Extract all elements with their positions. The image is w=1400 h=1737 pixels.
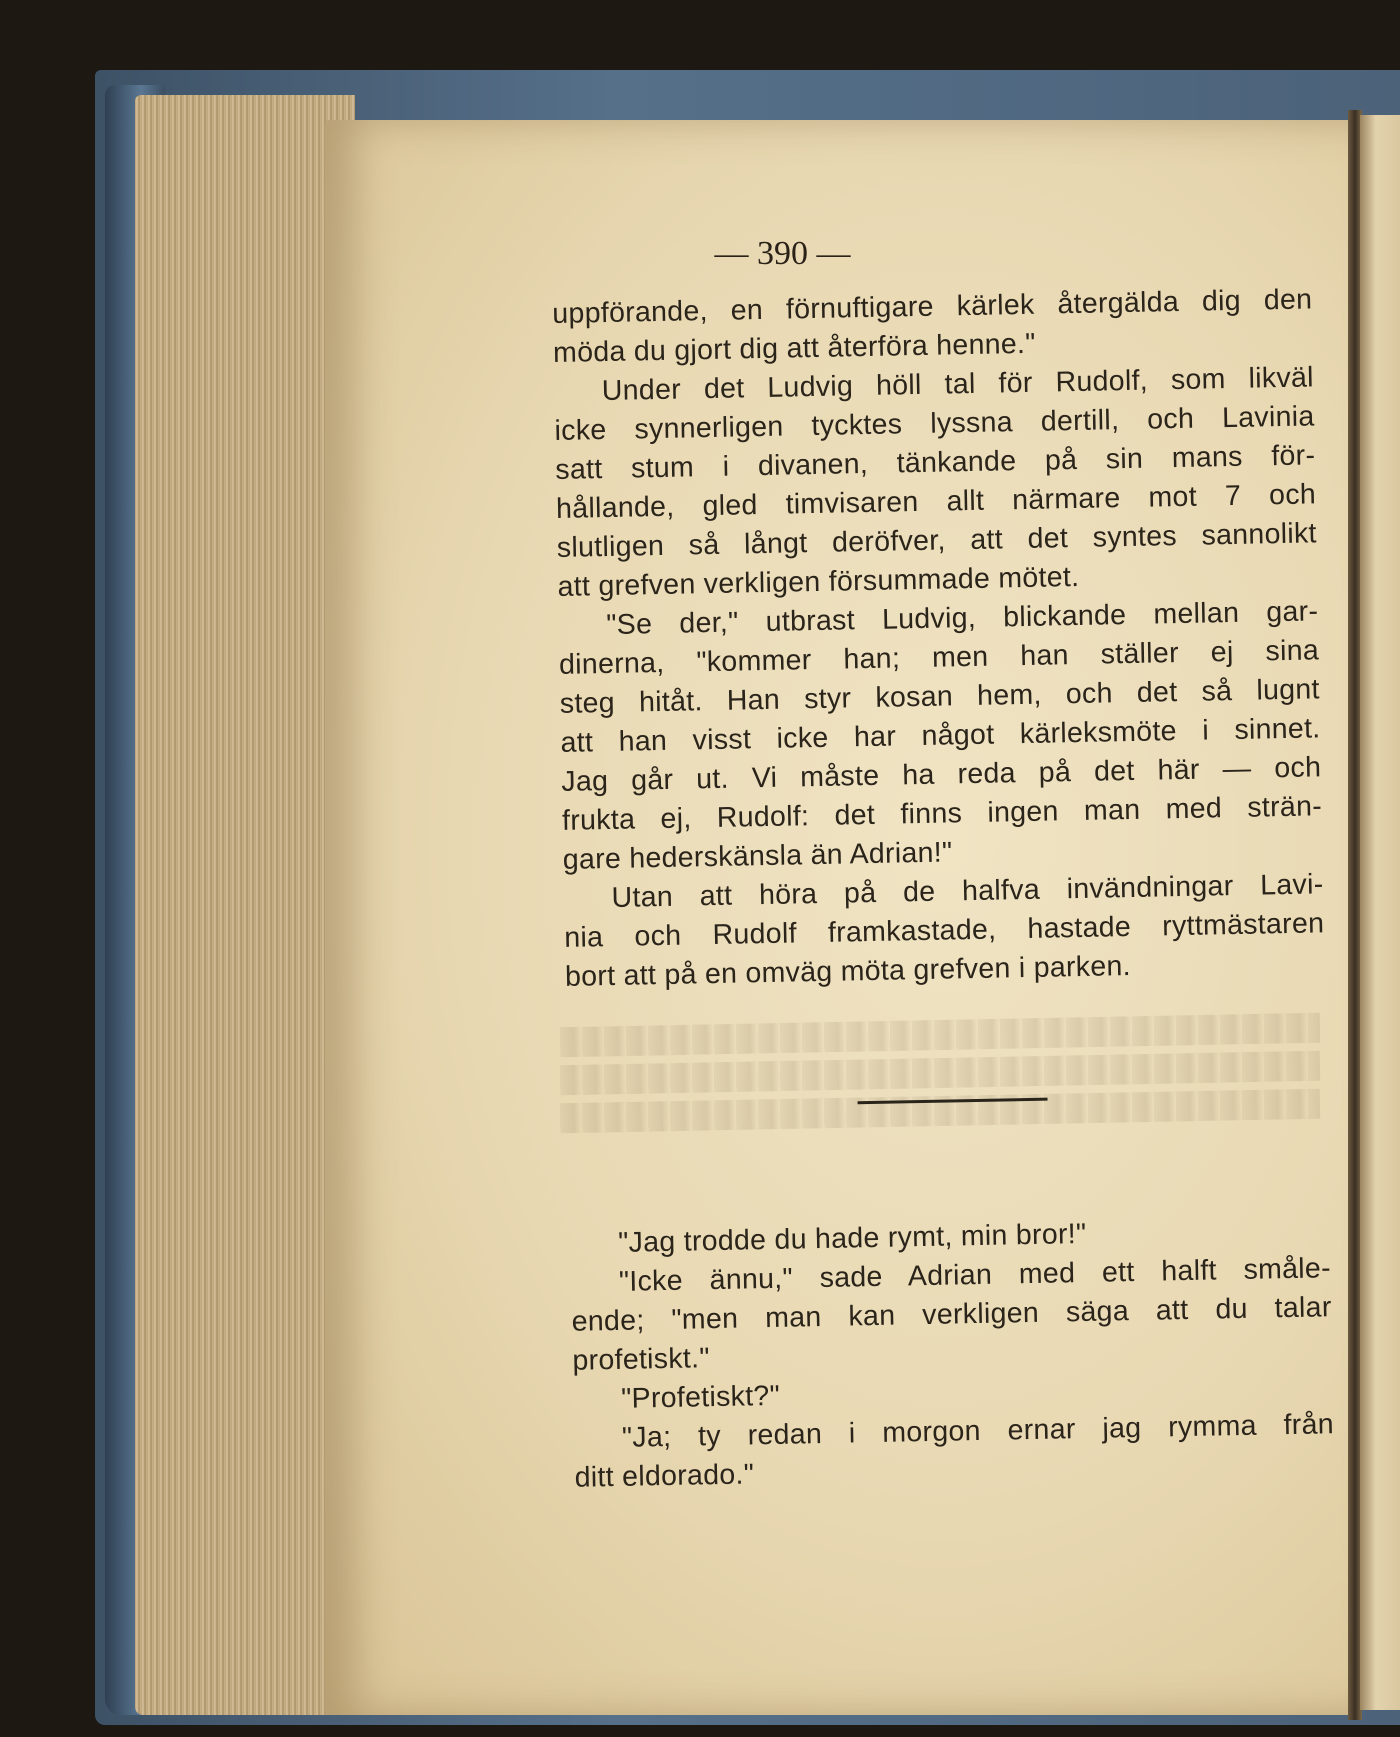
page-number: — 390 — bbox=[714, 235, 851, 272]
text-line: ende; "men man kan verkligen säga att du talar bbox=[571, 1291, 1332, 1338]
text-line: bort att på en omväg möta grefven i parken. bbox=[564, 950, 1132, 993]
text-line: möda du gjort dig att återföra henne." bbox=[552, 327, 1036, 369]
text-line: att grefven verkligen försummade mötet. bbox=[557, 560, 1080, 603]
text-section-1 bbox=[552, 280, 1325, 996]
text-line: slutligen så långt deröfver, att det syntes sannolikt bbox=[556, 517, 1318, 564]
text-line: Utan att höra på de halfva invändningar Lavi- bbox=[611, 868, 1324, 914]
text-line: gare hederskänsla än Adrian!" bbox=[562, 836, 953, 876]
text-line: uppförande, en förnuftigare kärlek återgälda dig den bbox=[552, 283, 1313, 330]
text-line: "Icke ännu," sade Adrian med ett halft småle- bbox=[618, 1252, 1332, 1298]
text-line: Under det Ludvig höll tal för Rudolf, som likväl bbox=[601, 361, 1315, 408]
text-section-2 bbox=[570, 1210, 1335, 1498]
text-line: att han visst icke har något kärleksmöte i sinnet. bbox=[560, 712, 1321, 759]
page-stack-edges bbox=[135, 95, 355, 1715]
text-line: profetiskt." bbox=[572, 1342, 711, 1377]
text-line: steg hitåt. Han styr kosan hem, och det så lugnt bbox=[559, 673, 1321, 720]
text-line: satt stum i divanen, tänkande på sin mans för- bbox=[555, 439, 1316, 486]
text-line: "Profetiskt?" bbox=[620, 1379, 781, 1415]
text-line: hållande, gled timvisaren allt närmare mot 7 och bbox=[555, 478, 1317, 525]
text-line: "Jag trodde du hade rymt, min bror!" bbox=[617, 1217, 1087, 1259]
page-body-text bbox=[552, 280, 1335, 1497]
facing-page-edge bbox=[1360, 115, 1400, 1710]
text-line: Jag går ut. Vi måste ha reda på det här — och bbox=[561, 751, 1322, 798]
text-line: frukta ej, Rudolf: det finns ingen man med strän- bbox=[561, 790, 1323, 837]
text-line: nia och Rudolf framkastade, hastade ryttmästaren bbox=[564, 907, 1325, 954]
text-line: "Se der," utbrast Ludvig, blickande mellan gar- bbox=[606, 595, 1319, 642]
text-line: "Ja; ty redan i morgon ernar jag rymma från bbox=[621, 1408, 1335, 1454]
text-line: ditt eldorado." bbox=[574, 1458, 755, 1494]
text-line: dinerna, "kommer han; men han ställer ej sina bbox=[558, 634, 1320, 681]
text-line: icke synnerligen tycktes lyssna dertill, och Lavinia bbox=[554, 400, 1315, 447]
section-divider bbox=[858, 1098, 1048, 1105]
